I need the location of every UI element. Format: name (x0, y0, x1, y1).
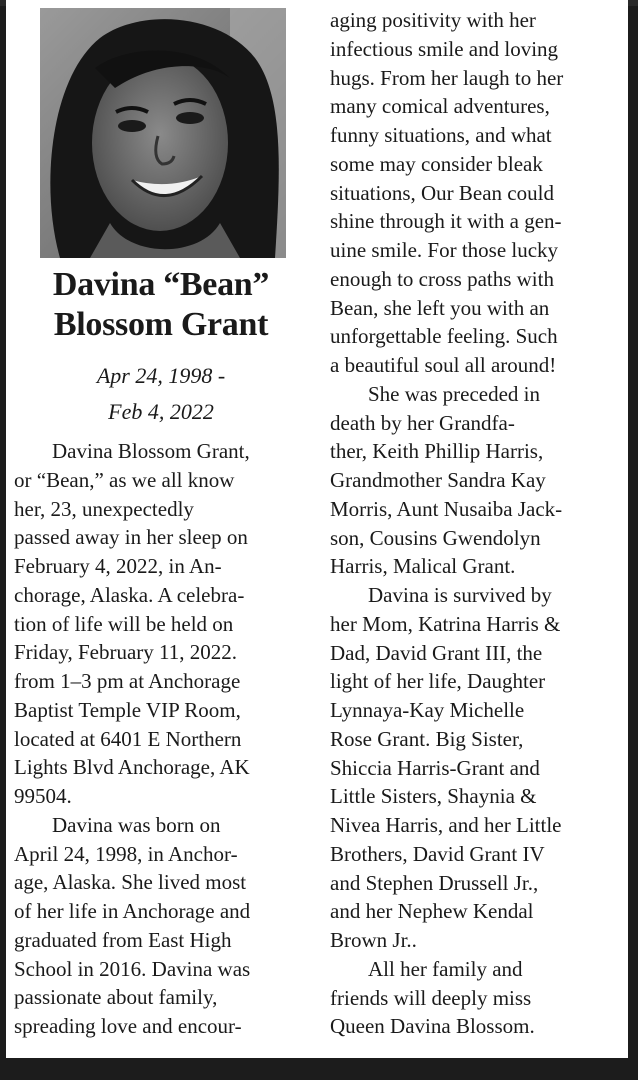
text-line: funny situations, and what (330, 123, 552, 147)
text-line: She was preceded in (368, 381, 541, 406)
obituary-text-left-column (14, 437, 310, 1041)
text-line: passionate about family, (14, 985, 218, 1010)
text-line: Lights Blvd Anchorage, AK (14, 755, 250, 780)
text-line: friends will deeply miss (330, 985, 532, 1010)
text-line: Lynnaya-Kay Michelle (330, 698, 525, 722)
text-line: son, Cousins Gwendolyn (330, 525, 541, 550)
text-line: passed away in her sleep on (14, 525, 248, 550)
text-line: Davina is survived by (368, 583, 552, 607)
text-line: Grandmother Sandra Kay (330, 468, 546, 492)
text-line: Dad, David Grant III, the (330, 640, 543, 665)
text-line: spreading love and encour- (14, 1014, 242, 1038)
text-line: All her family and (368, 956, 523, 981)
text-line: 99504. (14, 784, 72, 808)
text-line: death by her Grandfa- (330, 410, 515, 435)
text-line: Morris, Aunt Nusaiba Jack- (330, 496, 563, 521)
text-line: Bean, she left you with an (330, 295, 550, 320)
text-line: hugs. From her laugh to her (330, 65, 564, 90)
text-line: graduated from East High (14, 927, 232, 952)
text-line: Nivea Harris, and her Little (330, 813, 562, 837)
text-line: chorage, Alaska. A celebra- (14, 582, 245, 607)
text-line: April 24, 1998, in Anchor- (14, 841, 238, 866)
text-line: Little Sisters, Shaynia & (330, 784, 537, 809)
text-line: Harris, Malical Grant. (330, 554, 516, 579)
text-line: uine smile. For those lucky (330, 238, 559, 262)
text-line: unforgettable feeling. Such (330, 324, 558, 349)
text-line: light of her life, Daughter (330, 669, 546, 694)
text-line: School in 2016. Davina was (14, 956, 251, 981)
text-line: shine through it with a gen- (330, 209, 562, 234)
text-line: February 4, 2022, in An- (14, 554, 222, 578)
text-line: infectious smile and loving (330, 36, 559, 61)
text-line: Brothers, David Grant IV (330, 841, 545, 866)
obituary-text-right-column (330, 6, 622, 1041)
text-line: age, Alaska. She lived most (14, 870, 247, 895)
text-line: her, 23, unexpectedly (14, 496, 194, 521)
life-dates (6, 358, 316, 430)
text-line: situations, Our Bean could (330, 180, 554, 205)
birth-date: Apr 24, 1998 - (96, 363, 226, 388)
text-line: many comical adventures, (330, 94, 550, 119)
text-line: aging positivity with her (330, 8, 536, 32)
text-line: and her Nephew Kendal (330, 899, 534, 924)
text-line: ther, Keith Phillip Harris, (330, 439, 544, 464)
name-line-1: Davina “Bean” (52, 266, 270, 303)
obituary-clipping (6, 0, 628, 1058)
text-line: Rose Grant. Big Sister, (330, 726, 524, 751)
text-line: some may consider bleak (330, 151, 543, 176)
text-line: enough to cross paths with (330, 266, 554, 291)
text-line: of her life in Anchorage and (14, 899, 251, 923)
text-line: Davina was born on (52, 812, 221, 837)
text-line: Brown Jr.. (330, 928, 417, 952)
text-line: her Mom, Katrina Harris & (330, 611, 561, 636)
text-line: Friday, February 11, 2022. (14, 640, 237, 665)
text-line: from 1–3 pm at Anchorage (14, 669, 241, 693)
text-line: Shiccia Harris-Grant and (330, 755, 540, 780)
text-line: a beautiful soul all around! (330, 353, 557, 377)
text-line: tion of life will be held on (14, 611, 234, 636)
death-date: Feb 4, 2022 (108, 399, 214, 424)
deceased-name (6, 265, 316, 345)
text-line: Davina Blossom Grant, (52, 439, 250, 463)
text-line: or “Bean,” as we all know (14, 467, 235, 492)
name-line-2: Blossom Grant (53, 306, 269, 343)
text-line: and Stephen Drussell Jr., (330, 870, 539, 895)
text-line: located at 6401 E Northern (14, 726, 242, 751)
portrait-image (40, 8, 286, 258)
portrait-photo (40, 8, 286, 258)
text-line: Queen Davina Blossom. (330, 1014, 535, 1039)
text-line: Baptist Temple VIP Room, (14, 697, 241, 722)
